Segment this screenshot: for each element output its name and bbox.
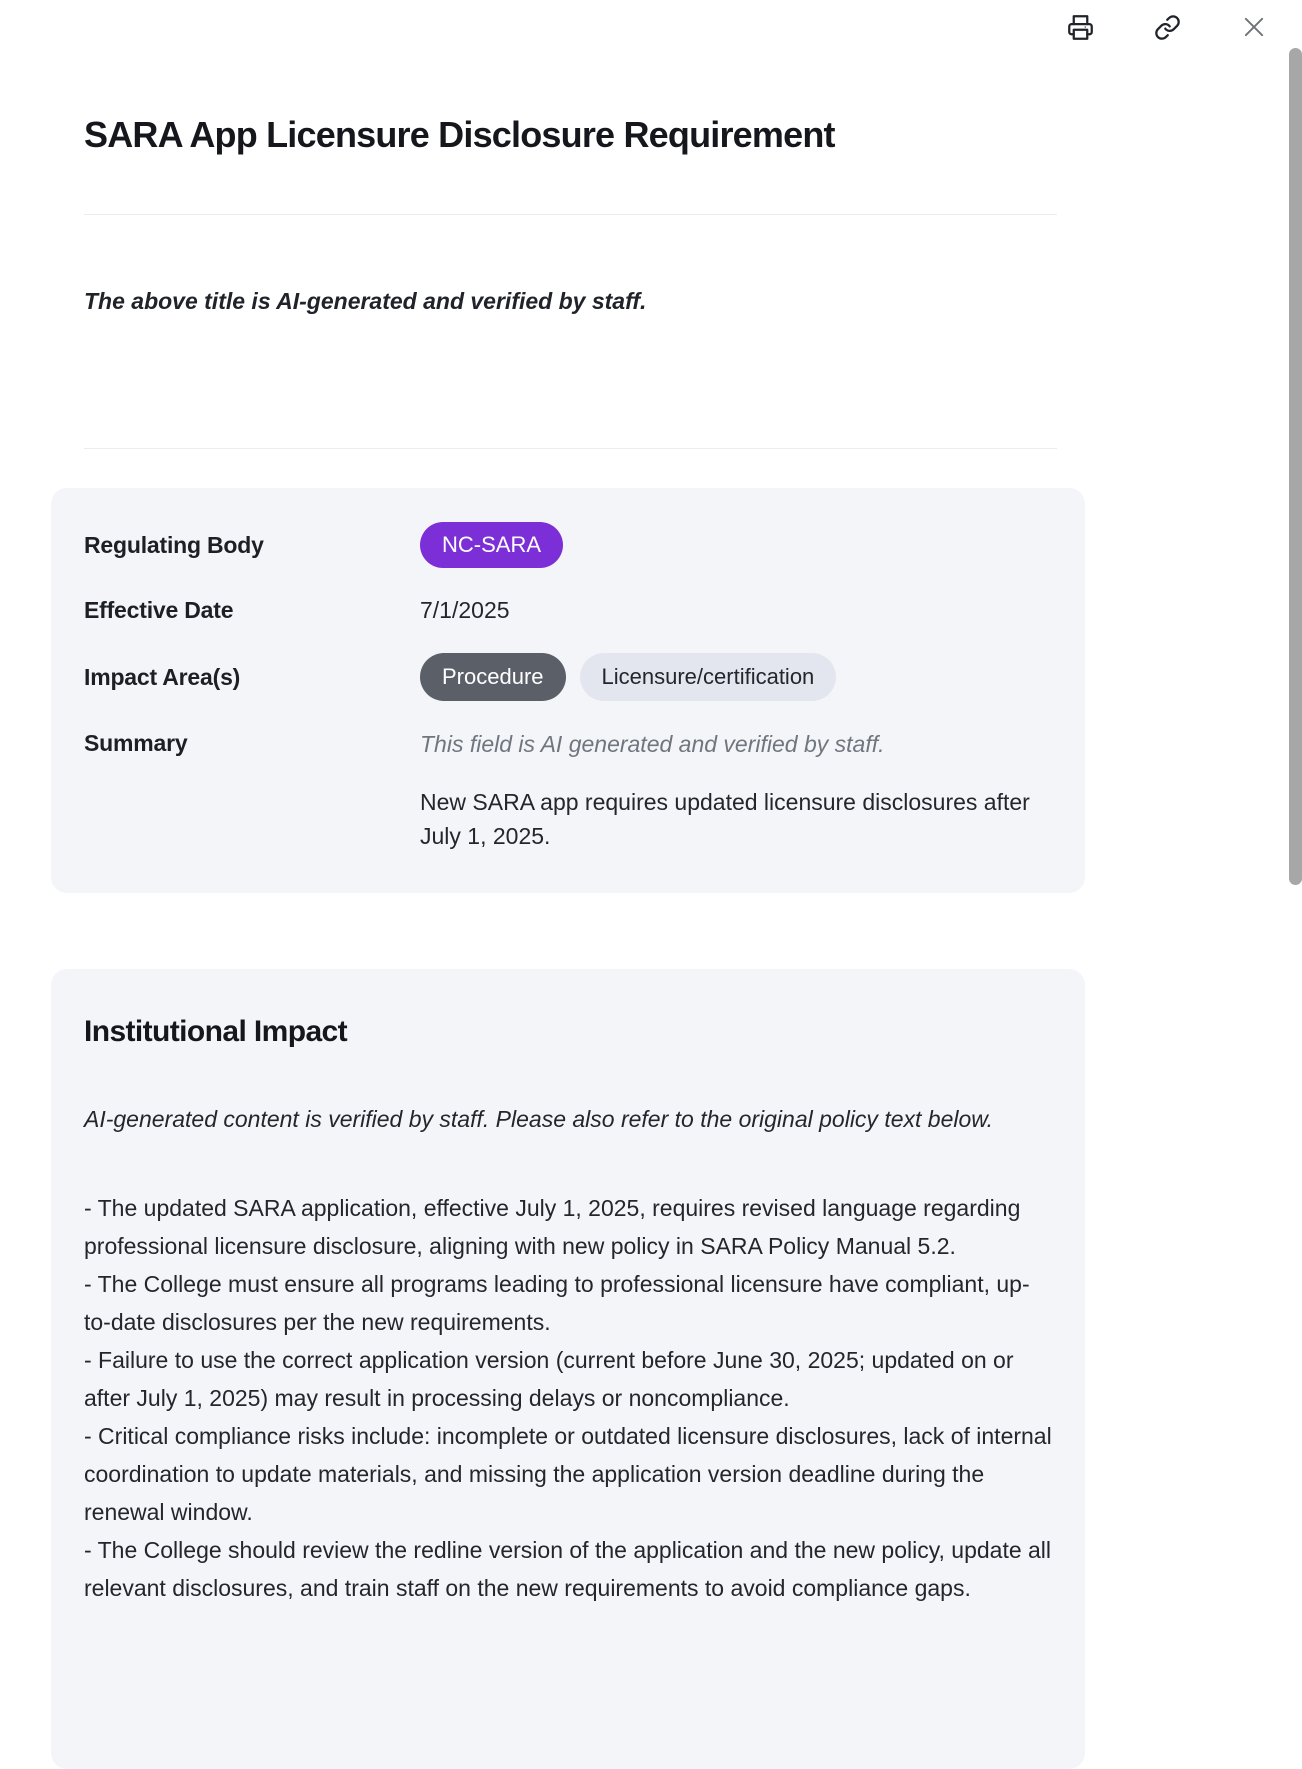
meta-row-regulating-body xyxy=(84,522,1052,568)
metadata-card xyxy=(51,488,1085,893)
effective-date-value: 7/1/2025 xyxy=(420,597,510,623)
institutional-impact-card xyxy=(51,969,1085,1769)
impact-bullet: - Failure to use the correct application version (current before June 30, 2025; updated on or after July 1, 2025) may result in processing delays or noncompliance. xyxy=(84,1347,1014,1411)
institutional-impact-heading: Institutional Impact xyxy=(84,1015,348,1048)
toolbar xyxy=(1066,13,1268,41)
regulating-body-value xyxy=(420,522,1052,568)
summary-value xyxy=(420,730,1052,853)
impact-bullet-list xyxy=(84,1189,1052,1607)
copy-link-button[interactable] xyxy=(1153,13,1181,41)
effective-date-label: Effective Date xyxy=(84,597,234,623)
summary-text: New SARA app requires updated licensure disclosures after July 1, 2025. xyxy=(420,789,1030,849)
scrollbar-thumb[interactable] xyxy=(1289,48,1302,885)
meta-row-impact-areas xyxy=(84,653,1052,701)
print-button[interactable] xyxy=(1066,13,1094,41)
meta-row-effective-date xyxy=(84,597,1052,624)
impact-area-badge-procedure: Procedure xyxy=(420,653,566,701)
impact-areas-label: Impact Area(s) xyxy=(84,663,241,690)
title-ai-note: The above title is AI-generated and verified by staff. xyxy=(84,288,647,314)
divider xyxy=(84,214,1057,215)
regulating-body-label: Regulating Body xyxy=(84,531,264,558)
impact-bullet: - The College should review the redline version of the application and the new policy, update all relevant disclosures, and train staff on the new requirements to avoid compliance gaps. xyxy=(84,1537,1052,1601)
printer-icon xyxy=(1067,14,1094,41)
close-icon xyxy=(1240,13,1268,41)
regulating-body-badge: NC-SARA xyxy=(420,522,563,568)
summary-label: Summary xyxy=(84,730,188,756)
impact-bullet: - Critical compliance risks include: incomplete or outdated licensure disclosures, lack of internal coordination to update materials, and missing the application version deadline during the renewal window. xyxy=(84,1423,1052,1525)
impact-bullet: - The updated SARA application, effective July 1, 2025, requires revised language regarding professional licensure disclosure, aligning with new policy in SARA Policy Manual 5.2. xyxy=(84,1195,1021,1259)
impact-ai-disclaimer: AI-generated content is verified by staff. Please also refer to the original policy text below. xyxy=(84,1106,993,1132)
impact-bullet: - The College must ensure all programs leading to professional licensure have compliant, up-to-date disclosures per the new requirements. xyxy=(84,1271,1030,1335)
impact-area-badge-licensure: Licensure/certification xyxy=(580,653,837,701)
divider xyxy=(84,448,1057,449)
close-button[interactable] xyxy=(1240,13,1268,41)
summary-ai-note: This field is AI generated and verified by staff. xyxy=(420,731,885,757)
impact-areas-badges xyxy=(420,653,1052,701)
link-icon xyxy=(1154,14,1181,41)
page-title: SARA App Licensure Disclosure Requirement xyxy=(84,114,835,155)
meta-row-summary xyxy=(84,730,1052,853)
